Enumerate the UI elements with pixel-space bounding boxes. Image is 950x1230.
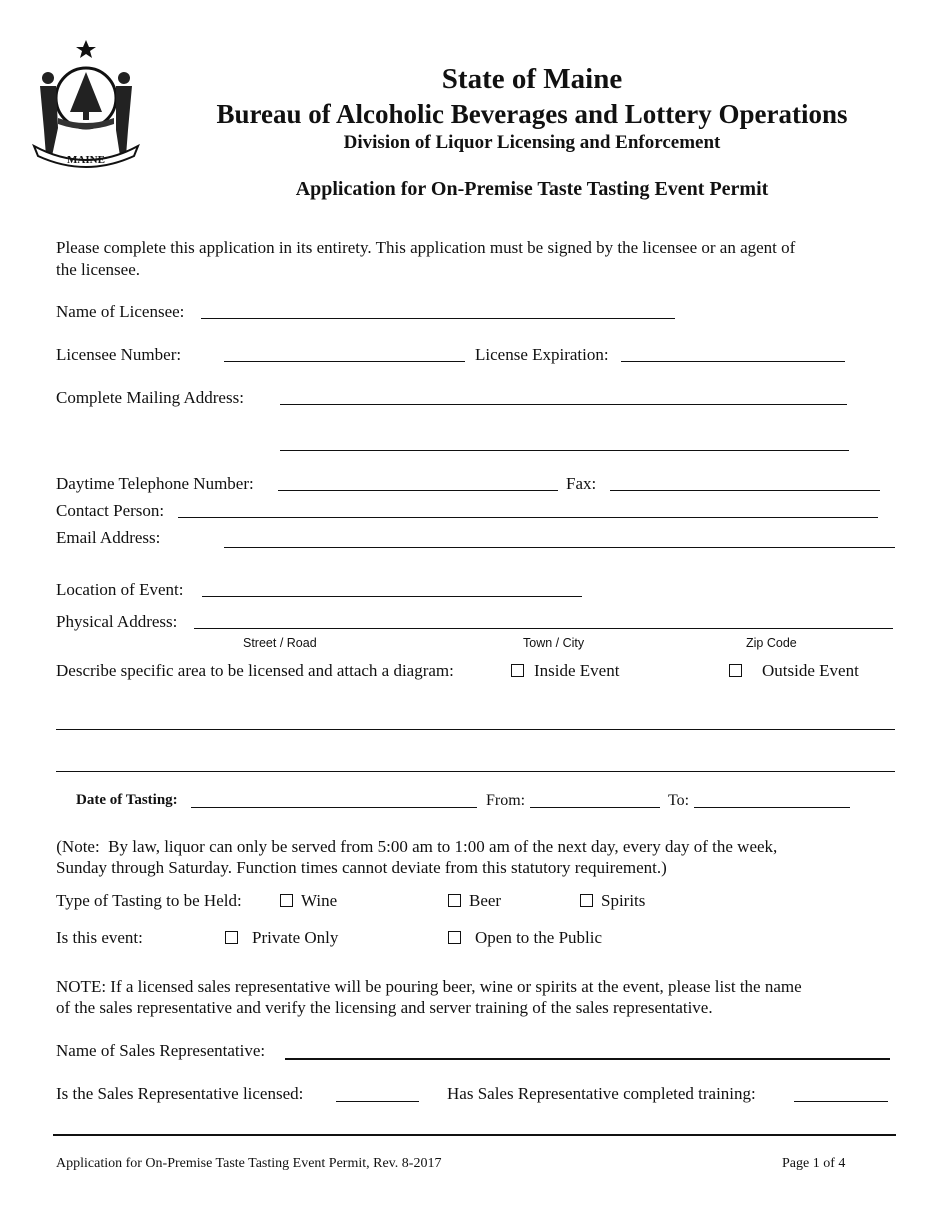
email-input[interactable] [224,547,895,548]
fax-label: Fax: [566,474,597,493]
hours-note-line2: Sunday through Saturday. Function times cannot deviate from this statutory requirement.) [56,858,667,877]
sales-rep-note-line2: of the sales representative and verify the licensing and server training of the sales representative. [56,998,713,1017]
private-only-label: Private Only [252,928,339,947]
checkbox-icon [280,894,293,907]
tasting-type-label: Type of Tasting to be Held: [56,891,242,910]
town-sublabel: Town / City [523,636,585,650]
footer-divider [53,1134,896,1136]
checkbox-icon [729,664,742,677]
spirits-label: Spirits [601,891,646,910]
sales-rep-licensed-label: Is the Sales Representative licensed: [56,1084,304,1103]
inside-event-checkbox[interactable] [511,661,619,681]
wine-label: Wine [301,891,338,910]
footer-page-number: Page 1 of 4 [782,1156,846,1171]
inside-event-label: Inside Event [534,661,620,680]
division-title: Division of Liquor Licensing and Enforcement [343,132,721,153]
checkbox-icon [511,664,524,677]
spirits-checkbox[interactable] [580,891,645,911]
sales-rep-name-input[interactable] [285,1058,890,1060]
checkbox-icon [225,931,238,944]
street-sublabel: Street / Road [243,636,317,650]
date-of-tasting-label: Date of Tasting: [76,792,178,808]
physical-address-label: Physical Address: [56,612,178,631]
area-description-input-line2[interactable] [56,771,895,772]
mailing-address-input-line2[interactable] [280,450,849,451]
contact-person-label: Contact Person: [56,501,165,520]
intro-text: Please complete this application in its entirety. This application must be signed by the licensee or an agent of [56,238,796,257]
licensee-name-label: Name of Licensee: [56,302,185,321]
sales-rep-licensed-input[interactable] [336,1101,419,1102]
sales-rep-training-input[interactable] [794,1101,888,1102]
from-label: From: [486,792,526,809]
form-title: Application for On-Premise Taste Tasting Event Permit [295,178,769,200]
checkbox-icon [448,931,461,944]
checkbox-icon [580,894,593,907]
hours-note: (Note: By law, liquor can only be served from 5:00 am to 1:00 am of the next day, every day of the week, [52,837,778,856]
seal-text: MAINE [67,154,105,166]
outside-event-label: Outside Event [762,661,859,680]
sales-rep-training-label: Has Sales Representative completed training: [447,1084,756,1103]
fax-input[interactable] [610,490,880,491]
beer-label: Beer [469,891,502,910]
describe-area-label: Describe specific area to be licensed and attach a diagram: [56,661,454,680]
to-label: To: [668,792,690,809]
daytime-phone-label: Daytime Telephone Number: [56,474,254,493]
to-time-input[interactable] [694,807,850,808]
outside-event-checkbox[interactable] [729,661,859,681]
physical-address-input[interactable] [194,628,893,629]
footer-form-reference: Application for On-Premise Taste Tasting Event Permit, Rev. 8-2017 [56,1156,442,1171]
sales-rep-name-label: Name of Sales Representative: [56,1041,266,1060]
beer-checkbox[interactable] [448,891,501,911]
licensee-number-input[interactable] [224,361,465,362]
licensee-name-input[interactable] [201,318,675,319]
zip-sublabel: Zip Code [746,636,797,650]
daytime-phone-input[interactable] [278,490,558,491]
license-expiration-input[interactable] [621,361,845,362]
location-label: Location of Event: [56,580,184,599]
email-label: Email Address: [56,528,161,547]
from-time-input[interactable] [530,807,660,808]
event-type-label: Is this event: [56,928,143,947]
contact-person-input[interactable] [178,517,878,518]
wine-checkbox[interactable] [280,891,337,911]
sales-rep-note: NOTE: If a licensed sales representative will be pouring beer, wine or spirits at the event, please list the name [56,977,802,996]
date-of-tasting-input[interactable] [191,807,477,808]
checkbox-icon [448,894,461,907]
location-input[interactable] [202,596,582,597]
mailing-address-input-line1[interactable] [280,404,847,405]
bureau-title: Bureau of Alcoholic Beverages and Lottery Operations [216,99,848,129]
area-description-input-line1[interactable] [56,729,895,730]
license-expiration-label: License Expiration: [475,345,609,364]
open-to-public-checkbox[interactable] [448,928,602,948]
intro-text-line2: the licensee. [56,260,141,279]
private-only-checkbox[interactable] [225,928,338,948]
state-title: State of Maine [441,63,623,95]
licensee-number-label: Licensee Number: [56,345,182,364]
mailing-address-label: Complete Mailing Address: [56,388,244,407]
open-to-public-label: Open to the Public [475,928,603,947]
